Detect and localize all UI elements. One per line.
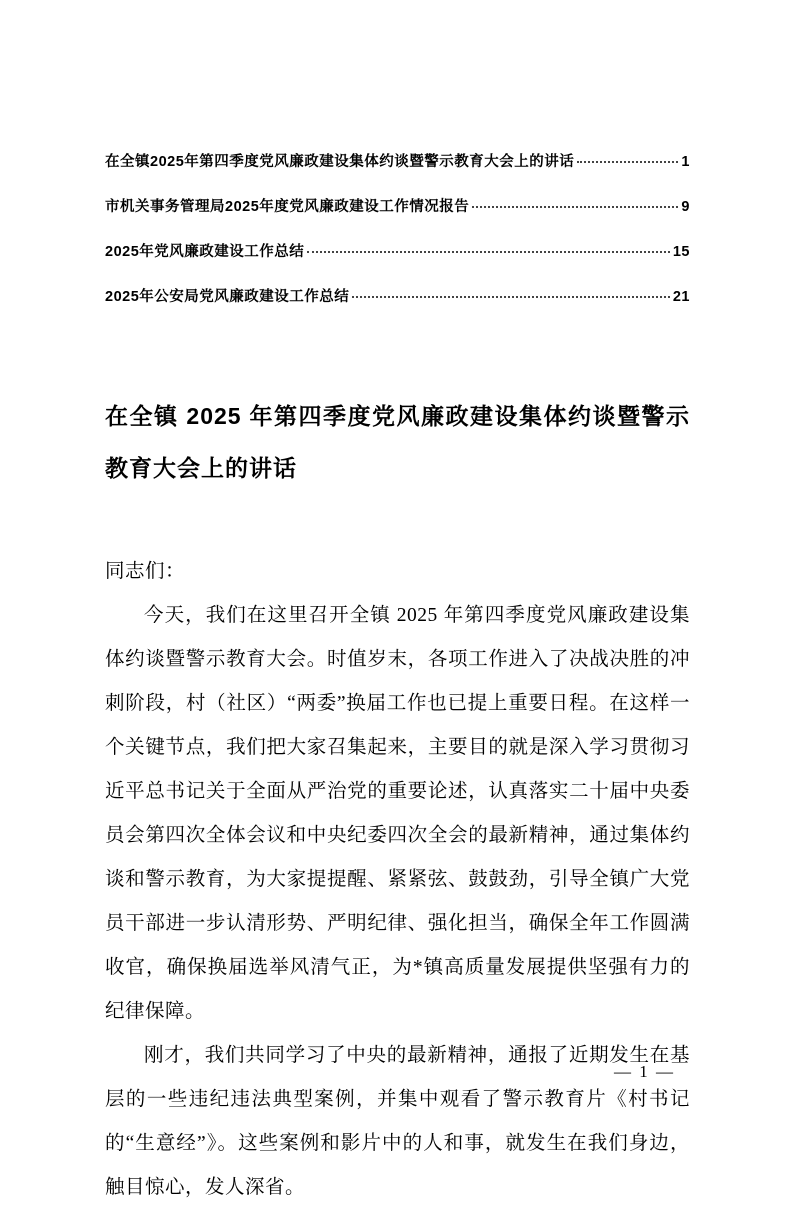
article-body (105, 550, 690, 1210)
toc-entry-title: 2025年公安局党风廉政建设工作总结 (105, 289, 350, 305)
table-of-contents (105, 150, 690, 330)
toc-entry[interactable] (105, 285, 690, 330)
toc-entry-title: 在全镇2025年第四季度党风廉政建设集体约谈暨警示教育大会上的讲话 (105, 154, 575, 170)
toc-entry-page-number: 1 (681, 154, 690, 170)
toc-entry[interactable] (105, 195, 690, 240)
toc-dotted-leader (472, 206, 678, 208)
article-title: 在全镇 2025 年第四季度党风廉政建设集体约谈暨警示教育大会上的讲话 (105, 403, 690, 481)
toc-entry[interactable] (105, 150, 690, 195)
toc-entry-page-number: 15 (672, 244, 690, 260)
toc-entry-page-number: 9 (681, 199, 690, 215)
toc-dotted-leader (307, 251, 670, 253)
salutation: 同志们： (105, 561, 186, 582)
toc-entry-page-number: 21 (672, 289, 690, 305)
toc-entry[interactable] (105, 240, 690, 285)
footer-page-number: — 1 — (614, 1062, 675, 1081)
toc-entry-title: 2025年党风廉政建设工作总结 (105, 244, 305, 260)
body-paragraph: 刚才，我们共同学习了中央的最新精神，通报了近期发生在基层的一些违纪违法典型案例，并集中观看了警示教育片《村书记的“生意经”》。这些案例和影片中的人和事，就发生在我们身边，触目惊心，发人深省。 (105, 1045, 690, 1198)
toc-entry-title: 市机关事务管理局2025年度党风廉政建设工作情况报告 (105, 199, 470, 215)
toc-dotted-leader (577, 161, 678, 163)
toc-dotted-leader (352, 296, 670, 298)
body-paragraph: 今天，我们在这里召开全镇 2025 年第四季度党风廉政建设集体约谈暨警示教育大会。时值岁末，各项工作进入了决战决胜的冲刺阶段，村（社区）“两委”换届工作也已提上重要日程。在这样一个关键节点，我们把大家召集起来，主要目的就是深入学习贯彻习近平总书记关于全面从严治党的重要论述，认真落实二十届中央委员会第四次全体会议和中央纪委四次全会的最新精神，通过集体约谈和警示教育，为大家提提醒、紧紧弦、鼓鼓劲，引导全镇广大党员干部进一步认清形势、严明纪律、强化担当，确保全年工作圆满收官，确保换届选举风清气正，为*镇高质量发展提供坚强有力的纪律保障。 (105, 605, 690, 1022)
